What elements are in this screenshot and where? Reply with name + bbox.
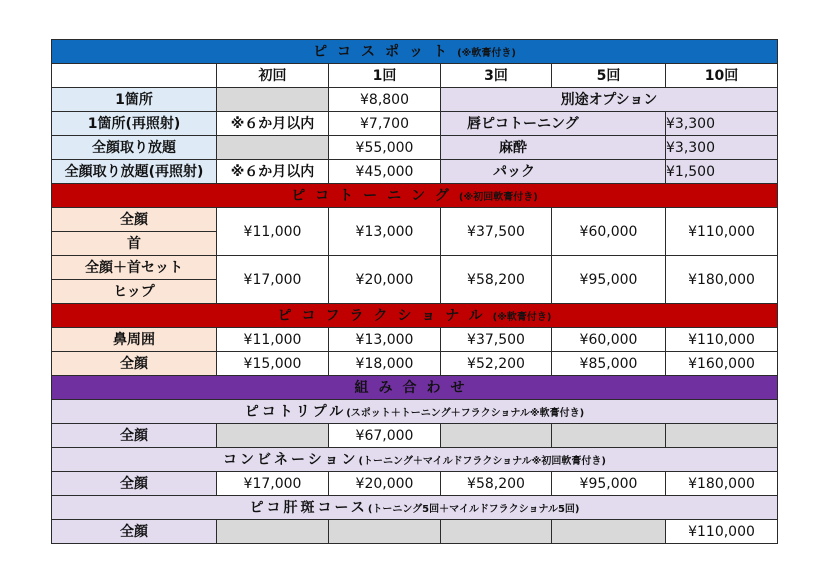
spot-row bbox=[52, 112, 778, 136]
option-name: パック bbox=[441, 160, 666, 184]
header-1x: 1回 bbox=[329, 64, 441, 88]
combination-row bbox=[52, 472, 778, 496]
toning-price: ¥60,000 bbox=[552, 208, 666, 256]
fractional-section-header bbox=[52, 304, 778, 328]
header-empty-cell bbox=[52, 64, 217, 88]
spot-note: (※軟膏付き) bbox=[457, 47, 516, 59]
header-10x: 10回 bbox=[666, 64, 778, 88]
fractional-price: ¥13,000 bbox=[329, 328, 441, 352]
liver-price: ¥110,000 bbox=[666, 520, 778, 544]
fractional-label: 鼻周囲 bbox=[52, 328, 217, 352]
toning-price: ¥110,000 bbox=[666, 208, 778, 256]
fractional-price: ¥160,000 bbox=[666, 352, 778, 376]
triple-header bbox=[52, 400, 778, 424]
spot-row bbox=[52, 88, 778, 112]
toning-price: ¥58,200 bbox=[441, 256, 552, 304]
spot-row-price: ¥8,800 bbox=[329, 88, 441, 112]
liver-row bbox=[52, 520, 778, 544]
toning-price: ¥95,000 bbox=[552, 256, 666, 304]
spot-title: ピコスポット bbox=[313, 43, 458, 60]
spot-row-label: 1箇所 bbox=[52, 88, 217, 112]
triple-price bbox=[552, 424, 666, 448]
combo-title: 組み合わせ bbox=[52, 376, 778, 400]
combination-price: ¥20,000 bbox=[329, 472, 441, 496]
fractional-price: ¥37,500 bbox=[441, 328, 552, 352]
toning-price: ¥20,000 bbox=[329, 256, 441, 304]
combination-title-cell bbox=[52, 448, 778, 472]
fractional-price: ¥18,000 bbox=[329, 352, 441, 376]
toning-note: (※初回軟膏付き) bbox=[458, 191, 538, 203]
toning-label: 全顔 bbox=[52, 208, 217, 232]
toning-label: ヒップ bbox=[52, 280, 217, 304]
toning-price: ¥180,000 bbox=[666, 256, 778, 304]
spot-row-price: ¥55,000 bbox=[329, 136, 441, 160]
liver-title-cell bbox=[52, 496, 778, 520]
fractional-row bbox=[52, 352, 778, 376]
option-price: ¥3,300 bbox=[666, 112, 778, 136]
fractional-price: ¥11,000 bbox=[217, 328, 329, 352]
fractional-price: ¥110,000 bbox=[666, 328, 778, 352]
spot-section-title-cell bbox=[52, 40, 778, 64]
combo-section-header bbox=[52, 376, 778, 400]
combination-price: ¥180,000 bbox=[666, 472, 778, 496]
option-title: 別途オプション bbox=[441, 88, 778, 112]
liver-price bbox=[552, 520, 666, 544]
triple-title-cell bbox=[52, 400, 778, 424]
header-5x: 5回 bbox=[552, 64, 666, 88]
fractional-price: ¥15,000 bbox=[217, 352, 329, 376]
spot-section-header bbox=[52, 40, 778, 64]
header-3x: 3回 bbox=[441, 64, 552, 88]
toning-price: ¥37,500 bbox=[441, 208, 552, 256]
liver-price bbox=[217, 520, 329, 544]
price-table bbox=[51, 39, 778, 544]
spot-row-price: ¥45,000 bbox=[329, 160, 441, 184]
combination-note: (トーニング＋マイルドフラクショナル※初回軟膏付き) bbox=[358, 455, 606, 467]
header-first: 初回 bbox=[217, 64, 329, 88]
toning-row bbox=[52, 256, 778, 280]
fractional-section-title-cell bbox=[52, 304, 778, 328]
toning-section-title-cell bbox=[52, 184, 778, 208]
column-header-row bbox=[52, 64, 778, 88]
fractional-price: ¥52,200 bbox=[441, 352, 552, 376]
triple-price: ¥67,000 bbox=[329, 424, 441, 448]
combination-label: 全顔 bbox=[52, 472, 217, 496]
fractional-row bbox=[52, 328, 778, 352]
combination-title: コンビネーション bbox=[223, 451, 359, 468]
triple-title: ピコトリプル bbox=[244, 403, 347, 420]
option-name: 麻酔 bbox=[441, 136, 666, 160]
spot-row bbox=[52, 136, 778, 160]
combination-price: ¥95,000 bbox=[552, 472, 666, 496]
toning-label: 首 bbox=[52, 232, 217, 256]
option-price: ¥1,500 bbox=[666, 160, 778, 184]
spot-row-price: ¥7,700 bbox=[329, 112, 441, 136]
triple-price bbox=[666, 424, 778, 448]
fractional-price: ¥85,000 bbox=[552, 352, 666, 376]
liver-header bbox=[52, 496, 778, 520]
spot-row-first bbox=[217, 88, 329, 112]
option-price: ¥3,300 bbox=[666, 136, 778, 160]
option-name: 唇ピコトーニング bbox=[441, 112, 666, 136]
triple-note: (スポット＋トーニング＋フラクショナル※軟膏付き) bbox=[346, 407, 585, 419]
liver-price bbox=[441, 520, 552, 544]
triple-price bbox=[217, 424, 329, 448]
liver-price bbox=[329, 520, 441, 544]
triple-price bbox=[441, 424, 552, 448]
fractional-note: (※軟膏付き) bbox=[492, 311, 552, 323]
spot-row-label: 全顔取り放題 bbox=[52, 136, 217, 160]
triple-label: 全顔 bbox=[52, 424, 217, 448]
toning-price: ¥17,000 bbox=[217, 256, 329, 304]
fractional-price: ¥60,000 bbox=[552, 328, 666, 352]
liver-title: ピコ肝斑コース bbox=[249, 499, 368, 516]
combination-header bbox=[52, 448, 778, 472]
spot-row-first: ※６か月以内 bbox=[217, 160, 329, 184]
spot-row-label: 1箇所(再照射) bbox=[52, 112, 217, 136]
toning-price: ¥13,000 bbox=[329, 208, 441, 256]
toning-price: ¥11,000 bbox=[217, 208, 329, 256]
fractional-title: ピコフラクショナル bbox=[277, 307, 493, 324]
liver-label: 全顔 bbox=[52, 520, 217, 544]
toning-section-header bbox=[52, 184, 778, 208]
combination-price: ¥58,200 bbox=[441, 472, 552, 496]
fractional-label: 全顔 bbox=[52, 352, 217, 376]
spot-row bbox=[52, 160, 778, 184]
spot-row-label: 全顔取り放題(再照射) bbox=[52, 160, 217, 184]
liver-note: (トーニング5回＋マイルドフラクショナル5回) bbox=[367, 503, 580, 515]
spot-row-first: ※６か月以内 bbox=[217, 112, 329, 136]
toning-label: 全顔＋首セット bbox=[52, 256, 217, 280]
combination-price: ¥17,000 bbox=[217, 472, 329, 496]
spot-row-first bbox=[217, 136, 329, 160]
toning-row bbox=[52, 208, 778, 232]
triple-row bbox=[52, 424, 778, 448]
toning-title: ピコトーニング bbox=[291, 187, 459, 204]
